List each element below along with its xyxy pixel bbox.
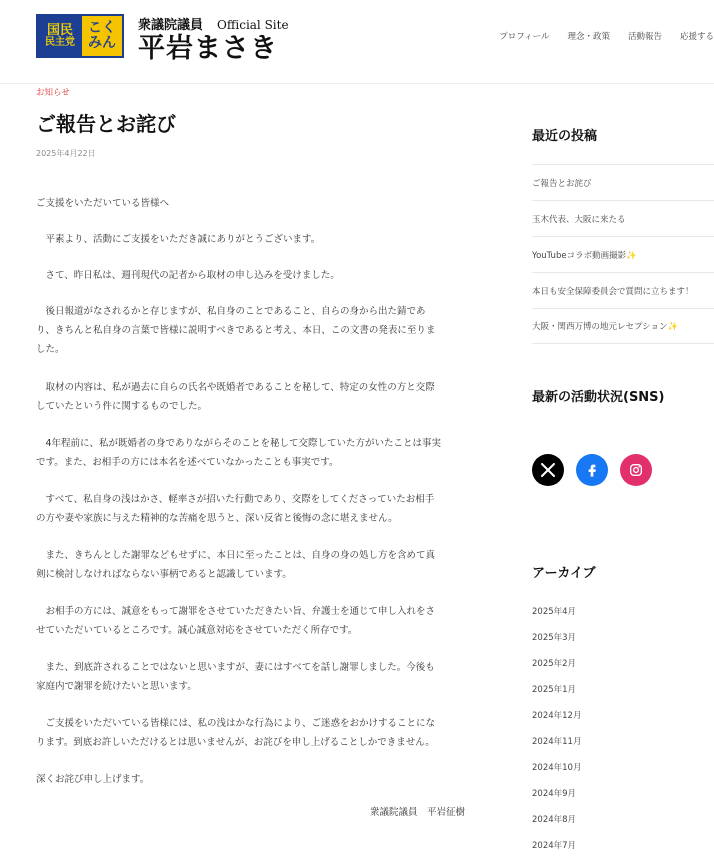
logo-text-3: こく [88, 20, 116, 37]
main-nav [499, 30, 714, 42]
post-paragraph-line: お相手の方には、誠意をもって謝罪をさせていただきたい旨、弁護士を通じて申し入れをさ [36, 606, 436, 617]
post-paragraph-line: 後日報道がなされるかと存じますが、私自身のことであること、自らの身から出た錆であ [36, 306, 426, 317]
archive-item[interactable]: 2025年2月 [532, 659, 577, 669]
archive-heading: アーカイブ [532, 566, 596, 581]
x-icon[interactable] [532, 454, 564, 486]
archive-list [532, 598, 714, 858]
post-paragraph-line: り、きちんと私自身の言葉で皆様に説明すべきであると考え、本日、この文書の発表に至りま [36, 325, 436, 336]
logo-text-4: みん [88, 35, 116, 51]
site-role: 衆議院議員 [138, 18, 204, 33]
post-paragraph-line: ります。到底お許しいただけるとは思いませんが、お詫びを申し上げることしかできません。 [36, 737, 435, 748]
site-name[interactable] [138, 14, 289, 65]
sns-heading: 最新の活動状況(SNS) [532, 390, 665, 405]
archive-item[interactable]: 2024年10月 [532, 763, 582, 773]
recent-post-item[interactable]: 玉木代表、大阪に来たる [532, 200, 714, 236]
recent-post-item[interactable]: 本日も安全保障委員会で質問に立ちます！ [532, 272, 714, 308]
post-paragraph-line: さて、昨日私は、週刊現代の記者から取材の申し込みを受けました。 [36, 270, 340, 281]
post-category[interactable]: お知らせ [36, 88, 70, 98]
instagram-icon[interactable] [620, 454, 652, 486]
post-paragraph-line: すべて、私自身の浅はかさ、軽率さが招いた行動であり、交際をしてくださっていたお相手 [36, 494, 435, 505]
logo-text-1: 国民 [46, 22, 73, 38]
archive-item[interactable]: 2025年1月 [532, 685, 577, 695]
nav-support[interactable]: 応援する [679, 32, 714, 42]
party-logo[interactable] [36, 14, 124, 58]
archive-item[interactable]: 2024年9月 [532, 789, 577, 799]
post-paragraph-line: 取材の内容は、私が過去に自らの氏名や既婚者であることを秘して、特定の女性の方と交際 [36, 382, 435, 393]
party-logo-right [82, 16, 122, 56]
recent-posts-heading: 最近の投稿 [532, 129, 598, 144]
post-paragraph-line: 剣に検討しなければならない事柄であると認識しています。 [36, 569, 292, 580]
post-paragraph-line: 平素より、活動にご支援をいただき誠にありがとうございます。 [36, 234, 321, 245]
post-paragraph-line: ご支援をいただいている皆様へ [36, 198, 170, 209]
post-paragraph-line: です。また、お相手の方には本名を述べていなかったことも事実です。 [36, 457, 339, 468]
recent-post-item[interactable]: 大阪・関西万博の地元レセプション✨ [532, 308, 714, 344]
post-paragraph-line: また、到底許されることではないと思いますが、妻にはすべてを話し謝罪しました。今後も [36, 662, 435, 673]
post-signature: 衆議院議員 平岩征樹 [370, 807, 466, 818]
post-paragraph-line: していたという件に関するものでした。 [36, 401, 208, 412]
nav-profile[interactable]: プロフィール [499, 32, 550, 42]
nav-activity[interactable]: 活動報告 [627, 32, 662, 42]
archive-item[interactable]: 2025年3月 [532, 633, 577, 643]
post-title: ご報告とお詫び [36, 112, 176, 136]
post-paragraph-line: 深くお詫び申し上げます。 [36, 774, 150, 785]
recent-post-item[interactable]: ご報告とお詫び [532, 164, 714, 200]
archive-item[interactable]: 2024年7月 [532, 841, 577, 851]
post-paragraph-line: した。 [36, 344, 65, 355]
post-paragraph-line: せていただいているところです。誠心誠意対応をさせていただく所存です。 [36, 625, 358, 636]
post-date: 2025年4月22日 [36, 149, 96, 158]
sns-links [532, 454, 652, 486]
archive-item[interactable]: 2025年4月 [532, 607, 577, 617]
post-paragraph-line: 家庭内で謝罪を続けたいと思います。 [36, 681, 197, 692]
site-header [0, 0, 714, 84]
archive-item[interactable]: 2024年11月 [532, 737, 582, 747]
logo-text-2: 民主党 [45, 36, 75, 48]
post-paragraph-line: 4年程前に、私が既婚者の身でありながらそのことを秘して交際していた方がいたことは事実 [36, 438, 442, 449]
archive-item[interactable]: 2024年12月 [532, 711, 582, 721]
archive-item[interactable]: 2024年8月 [532, 815, 577, 825]
post-paragraph-line: ご支援をいただいている皆様には、私の浅はかな行為により、ご迷惑をおかけすることにな [36, 718, 436, 729]
recent-post-item[interactable]: YouTubeコラボ動画撮影✨ [532, 236, 714, 272]
post-paragraph-line: の方や妻や家族に与えた精神的な苦痛を思うと、深い反省と後悔の念に堪えません。 [36, 513, 398, 524]
recent-posts-list [532, 164, 714, 344]
party-logo-left [38, 16, 82, 56]
site-official-label: Official Site [217, 18, 289, 32]
site-title: 平岩まさき [138, 33, 278, 64]
facebook-icon[interactable] [576, 454, 608, 486]
nav-policy[interactable]: 理念・政策 [567, 32, 610, 42]
post-paragraph-line: また、きちんとした謝罪などもせずに、本日に至ったことは、自身の身の処し方を含めて真 [36, 550, 436, 561]
